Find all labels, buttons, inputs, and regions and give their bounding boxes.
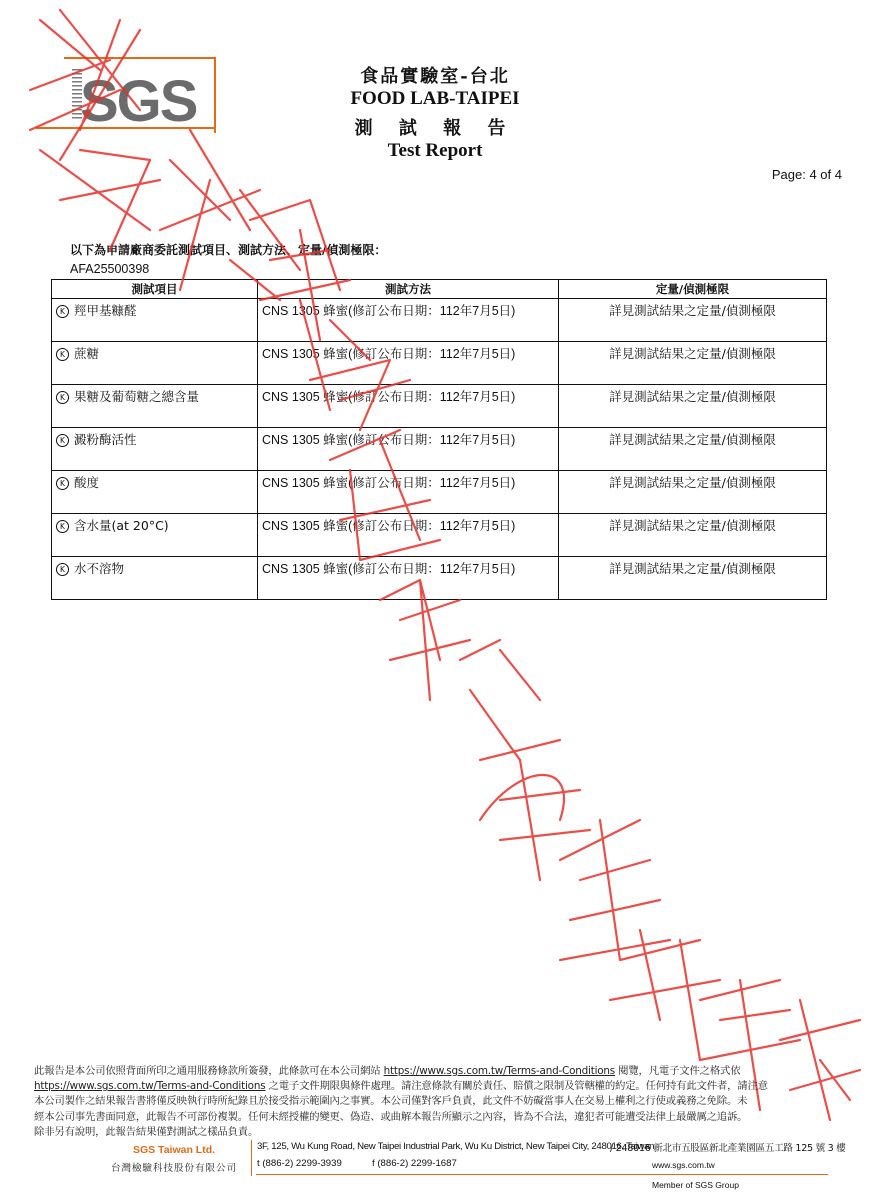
item-name: 酸度 — [74, 475, 100, 490]
limit-cell: 詳見測試結果之定量/偵測極限 — [559, 385, 827, 428]
test-items-table — [51, 279, 827, 600]
fax: f (886-2) 2299-1687 — [372, 1158, 457, 1169]
limit-cell: 詳見測試結果之定量/偵測極限 — [559, 557, 827, 600]
header-limit: 定量/偵測極限 — [559, 280, 827, 299]
method-cell: CNS 1305 蜂蜜(修訂公布日期：112年7月5日) — [258, 342, 559, 385]
telephone: t (886-2) 2299-3939 — [257, 1158, 342, 1169]
disclaimer-line-5: 除非另有說明，此報告結果僅對測試之樣品負責。 — [34, 1125, 259, 1138]
disclaimer — [34, 1064, 840, 1140]
item-name: 果糖及葡萄糖之總含量 — [74, 389, 200, 404]
table-row — [52, 299, 827, 342]
table-row — [52, 428, 827, 471]
item-cell — [52, 385, 258, 428]
accreditation-mark: K — [56, 434, 69, 447]
method-cell: CNS 1305 蜂蜜(修訂公布日期：112年7月5日) — [258, 299, 559, 342]
address-zh: / 248016 新北市五股區新北產業園區五工路 125 號 3 樓 — [610, 1143, 846, 1154]
company-name-zh: 台灣檢驗科技股份有限公司 — [110, 1163, 237, 1174]
report-title-zh: 測 試 報 告 — [354, 118, 516, 139]
item-cell — [52, 299, 258, 342]
lab-title-en: FOOD LAB-TAIPEI — [350, 88, 520, 109]
accreditation-mark: K — [56, 520, 69, 533]
item-name: 蔗糖 — [74, 346, 100, 361]
item-name: 水不溶物 — [74, 561, 125, 576]
item-name: 含水量(at 20°C) — [74, 518, 169, 533]
item-name: 澱粉酶活性 — [74, 432, 137, 447]
item-cell — [52, 471, 258, 514]
accreditation-mark: K — [56, 391, 69, 404]
limit-cell: 詳見測試結果之定量/偵測極限 — [559, 471, 827, 514]
disclaimer-text: 閱覽，凡電子文件之格式依 — [615, 1065, 741, 1077]
disclaimer-text: 之電子文件期限與條件處理。請注意條款有關於責任、賠償之限制及管轄權的約定。任何持有此文件者，請注意 — [265, 1080, 768, 1093]
accreditation-mark: K — [56, 305, 69, 318]
method-cell: CNS 1305 蜂蜜(修訂公布日期：112年7月5日) — [258, 514, 559, 557]
member-of-sgs-group: Member of SGS Group — [652, 1180, 739, 1190]
company-name-en: SGS Taiwan Ltd. — [132, 1144, 216, 1156]
svg-text:SGS: SGS — [80, 69, 197, 134]
watermark-text: 蜜蜂樂園 專家 一代蜜蜂 — [0, 0, 11, 1]
accreditation-mark: K — [56, 348, 69, 361]
table-row — [52, 385, 827, 428]
report-number: AFA25500398 — [70, 262, 150, 276]
disclaimer-line-4: 經本公司事先書面同意，此報告不可部份複製。任何未經授權的變更、偽造、或曲解本報告所顯示之內容，皆為不合法，違犯者可能遭受法律上最嚴厲之追訴。 — [34, 1110, 748, 1123]
item-cell — [52, 557, 258, 600]
item-name: 羥甲基糠醛 — [74, 303, 137, 318]
method-cell: CNS 1305 蜂蜜(修訂公布日期：112年7月5日) — [258, 557, 559, 600]
address-en: 3F, 125, Wu Kung Road, New Taipei Industrial Park, Wu Ku District, New Taipei City, 248016, Taiwan — [257, 1141, 655, 1152]
footer-divider — [251, 1140, 252, 1176]
table-row — [52, 557, 827, 600]
header-item: 測試項目 — [52, 280, 258, 299]
limit-cell: 詳見測試結果之定量/偵測極限 — [559, 428, 827, 471]
footer-rule — [256, 1174, 828, 1175]
method-cell: CNS 1305 蜂蜜(修訂公布日期：112年7月5日) — [258, 428, 559, 471]
accreditation-mark: K — [56, 563, 69, 576]
website[interactable]: www.sgs.com.tw — [652, 1160, 715, 1170]
accreditation-mark: K — [56, 477, 69, 490]
limit-cell: 詳見測試結果之定量/偵測極限 — [559, 299, 827, 342]
page-number: Page: 4 of 4 — [771, 167, 842, 182]
intro-text: 以下為申請廠商委託測試項目、測試方法、定量/偵測極限： — [70, 243, 387, 257]
disclaimer-line-3: 本公司製作之結果報告書將僅反映執行時所紀錄且於接受指示範圍內之事實。本公司僅對客戶負責，此文件不妨礙當事人在交易上權利之行使或義務之免除。未 — [34, 1095, 748, 1108]
limit-cell: 詳見測試結果之定量/偵測極限 — [559, 342, 827, 385]
table-row — [52, 342, 827, 385]
report-title-en: Test Report — [387, 140, 483, 161]
method-cell: CNS 1305 蜂蜜(修訂公布日期：112年7月5日) — [258, 385, 559, 428]
header-method: 測試方法 — [258, 280, 559, 299]
disclaimer-line-1 — [34, 1064, 840, 1079]
terms-link[interactable]: https://www.sgs.com.tw/Terms-and-Conditions — [34, 1080, 266, 1093]
method-cell: CNS 1305 蜂蜜(修訂公布日期：112年7月5日) — [258, 471, 559, 514]
item-cell — [52, 342, 258, 385]
disclaimer-line-2 — [34, 1079, 840, 1094]
table-row — [52, 471, 827, 514]
lab-title-zh: 食品實驗室-台北 — [360, 66, 510, 87]
table-header-row — [52, 280, 827, 299]
disclaimer-text: 此報告是本公司依照背面所印之通用服務條款所簽發，此條款可在本公司網站 — [34, 1065, 384, 1077]
table-row — [52, 514, 827, 557]
limit-cell: 詳見測試結果之定量/偵測極限 — [559, 514, 827, 557]
terms-link[interactable]: https://www.sgs.com.tw/Terms-and-Conditions — [383, 1065, 616, 1077]
item-cell — [52, 514, 258, 557]
item-cell — [52, 428, 258, 471]
